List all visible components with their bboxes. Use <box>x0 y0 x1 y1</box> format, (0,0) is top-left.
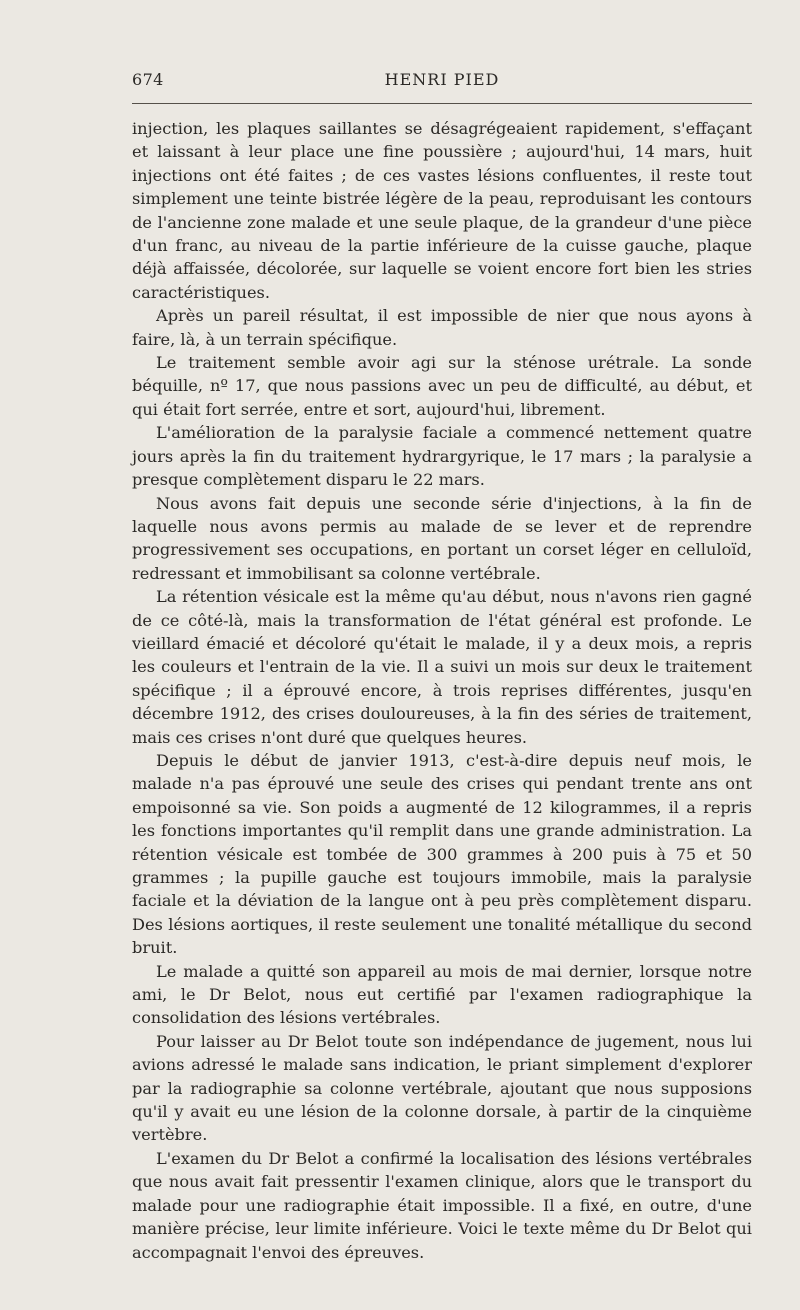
page-header <box>132 70 752 92</box>
page-number: 674 <box>132 70 164 89</box>
paragraph: L'examen du Dr Belot a confirmé la localisation des lésions vertébrales que nous avait fait pressentir l'examen clinique, alors que le transport du malade pour une radiographie était impossible. Il a fixé, en outre, d'une manière précise, leur limite inférieure. Voici le texte même du Dr Belot qui accompagnait l'envoi des épreuves. <box>132 1148 752 1262</box>
body-text <box>132 117 752 1264</box>
paragraph: Après un pareil résultat, il est impossible de nier que nous ayons à faire, là, à un terrain spécifique. <box>132 306 752 349</box>
paragraph: Le traitement semble avoir agi sur la sténose urétrale. La sonde béquille, nº 17, que nous passions avec un peu de difficulté, au début, et qui était fort serrée, entre et sort, aujourd'hui, librement. <box>132 353 752 419</box>
paragraph-continued: injection, les plaques saillantes se désagrégeaient rapidement, s'effaçant et laissant à leur place une fine poussière ; aujourd'hui, 14 mars, huit injections ont été faites ; de ces vastes lésions confluentes, il reste tout simplement une teinte bistrée légère de la peau, reproduisant les contours de l'ancienne zone malade et une seule plaque, de la grandeur d'une pièce d'un franc, au niveau de la partie inférieure de la cuisse gauche, plaque déjà affaissée, décolorée, sur laquelle se voient encore fort bien les stries caractéristiques. <box>132 119 752 302</box>
paragraph: Pour laisser au Dr Belot toute son indépendance de jugement, nous lui avions adressé le malade sans indication, le priant simplement d'explorer par la radiographie sa colonne vertébrale, ajoutant que nous supposions qu'il y avait eu une lésion de la colonne dorsale, à partir de la cinquième vertèbre. <box>132 1031 752 1145</box>
paragraph: Le malade a quitté son appareil au mois de mai dernier, lorsque notre ami, le Dr Belot, nous eut certifié par l'examen radiographique la consolidation des lésions vertébrales. <box>132 961 752 1028</box>
paragraph: La rétention vésicale est la même qu'au début, nous n'avons rien gagné de ce côté-là, mais la transformation de l'état général est profonde. Le vieillard émacié et décoloré qu'était le malade, il y a deux mois, a repris les couleurs et l'entrain de la vie. Il a suivi un mois sur deux le traitement spécifique ; il a éprouvé encore, à trois reprises différentes, jusqu'en décembre 1912, des crises douloureuses, à la fin des séries de traitement, mais ces crises n'ont duré que quelques heures. <box>132 587 752 747</box>
paragraph: Depuis le début de janvier 1913, c'est-à-dire depuis neuf mois, le malade n'a pas éprouvé une seule des crises qui pendant trente ans ont empoisonné sa vie. Son poids a augmenté de 12 kilogrammes, il a repris les fonctions importantes qu'il remplit dans une grande administration. La rétention vésicale est tombée de 300 grammes à 200 puis à 75 et 50 grammes ; la pupille gauche est toujours immobile, mais la paralysie faciale et la déviation de la langue ont à peu près complètement disparu. Des lésions aortiques, il reste seulement une tonalité métallique du second bruit. <box>132 750 752 958</box>
header-rule <box>132 103 752 104</box>
paragraph: Nous avons fait depuis une seconde série d'injections, à la fin de laquelle nous avons permis au malade de se lever et de reprendre progressivement ses occupations, en portant un corset léger en celluloïd, redressant et immobilisant sa colonne vertébrale. <box>132 493 752 583</box>
paragraph: L'amélioration de la paralysie faciale a commencé nettement quatre jours après la fin du traitement hydrargyrique, le 17 mars ; la paralysie a presque complètement disparu le 22 mars. <box>132 423 752 490</box>
running-title: HENRI PIED <box>384 70 500 89</box>
